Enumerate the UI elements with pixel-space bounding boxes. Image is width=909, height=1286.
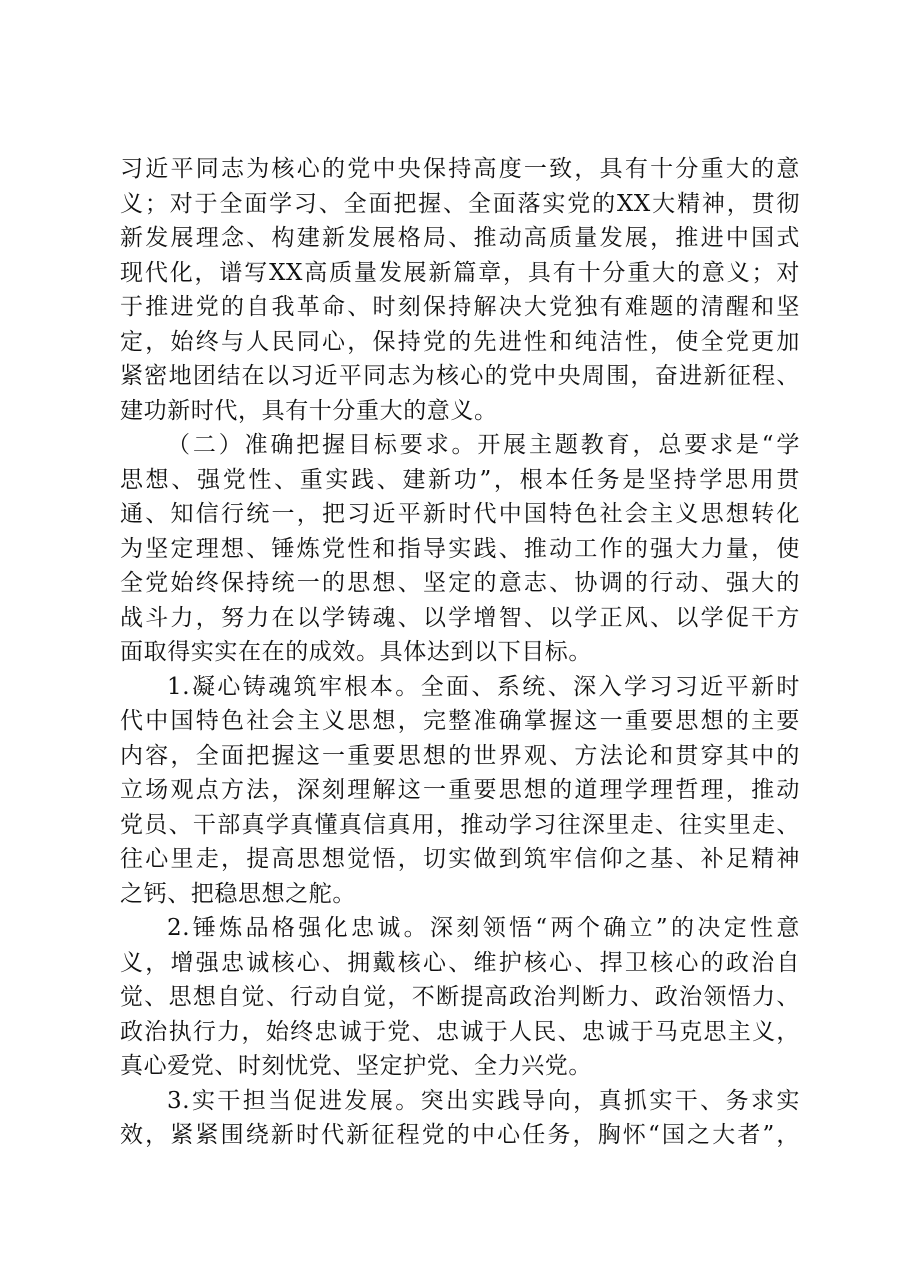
text-line: 2.锤炼品格强化忠诚。深刻领悟“两个确立”的决定性意 bbox=[167, 915, 800, 941]
text-line: 代中国特色社会主义思想，完整准确掌握这一重要思想的主要 bbox=[120, 708, 800, 734]
text-line: 建功新时代，具有十分重大的意义。 bbox=[120, 397, 498, 424]
text-line: 为坚定理想、锤炼党性和指导实践、推动工作的强大力量，使 bbox=[120, 535, 800, 562]
text-line: 新发展理念、构建新发展格局、推动高质量发展，推进中国式 bbox=[120, 225, 800, 251]
text-line: 定，始终与人民同心，保持党的先进性和纯洁性，使全党更加 bbox=[120, 328, 800, 355]
text-line: 战斗力，努力在以学铸魂、以学增智、以学正风、以学促干方 bbox=[120, 604, 800, 631]
text-line: 3.实干担当促进发展。突出实践导向，真抓实干、务求实 bbox=[167, 1087, 800, 1114]
text-line: 立场观点方法，深刻理解这一重要思想的道理学理哲理，推动 bbox=[120, 777, 800, 803]
text-line: 真心爱党、时刻忧党、坚定护党、全力兴党。 bbox=[120, 1053, 592, 1079]
text-line: 习近平同志为核心的党中央保持高度一致，具有十分重大的意 bbox=[120, 156, 800, 182]
text-line: 觉、思想自觉、行动自觉，不断提高政治判断力、政治领悟力、 bbox=[120, 984, 800, 1010]
text-line: 党员、干部真学真懂真信真用，推动学习往深里走、往实里走、 bbox=[120, 811, 800, 838]
text-line: 于推进党的自我革命、时刻保持解决大党独有难题的清醒和坚 bbox=[120, 294, 800, 320]
paragraph-3 bbox=[120, 670, 800, 912]
text-line: 思想、强党性、重实践、建新功”，根本任务是坚持学思用贯 bbox=[120, 466, 800, 493]
text-line: 面取得实实在在的成效。具体达到以下目标。 bbox=[120, 639, 592, 665]
text-line: 义，增强忠诚核心、拥戴核心、维护核心、捍卫核心的政治自 bbox=[120, 949, 800, 976]
text-line: 全党始终保持统一的思想、坚定的意志、协调的行动、强大的 bbox=[120, 570, 800, 596]
text-line: 紧密地团结在以习近平同志为核心的党中央周围，奋进新征程、 bbox=[120, 363, 800, 389]
paragraph-5 bbox=[120, 1084, 800, 1153]
paragraph-4 bbox=[120, 911, 800, 1084]
paragraph-1 bbox=[120, 152, 800, 428]
text-line: 往心里走，提高思想觉悟，切实做到筑牢信仰之基、补足精神 bbox=[120, 846, 800, 872]
text-line: 现代化，谱写XX高质量发展新篇章，具有十分重大的意义；对 bbox=[120, 259, 800, 286]
text-line: 义；对于全面学习、全面把握、全面落实党的XX大精神，贯彻 bbox=[120, 190, 800, 217]
text-line: （二）准确把握目标要求。开展主题教育，总要求是“学 bbox=[167, 432, 800, 458]
paragraph-2 bbox=[120, 428, 800, 670]
text-line: 1.凝心铸魂筑牢根本。全面、系统、深入学习习近平新时 bbox=[167, 673, 800, 700]
text-line: 政治执行力，始终忠诚于党、忠诚于人民、忠诚于马克思主义， bbox=[120, 1018, 800, 1045]
body-text bbox=[120, 152, 800, 1153]
text-line: 之钙、把稳思想之舵。 bbox=[120, 880, 356, 907]
text-line: 通、知信行统一，把习近平新时代中国特色社会主义思想转化 bbox=[120, 501, 800, 527]
text-line: 内容，全面把握这一重要思想的世界观、方法论和贯穿其中的 bbox=[120, 742, 800, 769]
text-line: 效，紧紧围绕新时代新征程党的中心任务，胸怀“国之大者”， bbox=[120, 1122, 800, 1148]
